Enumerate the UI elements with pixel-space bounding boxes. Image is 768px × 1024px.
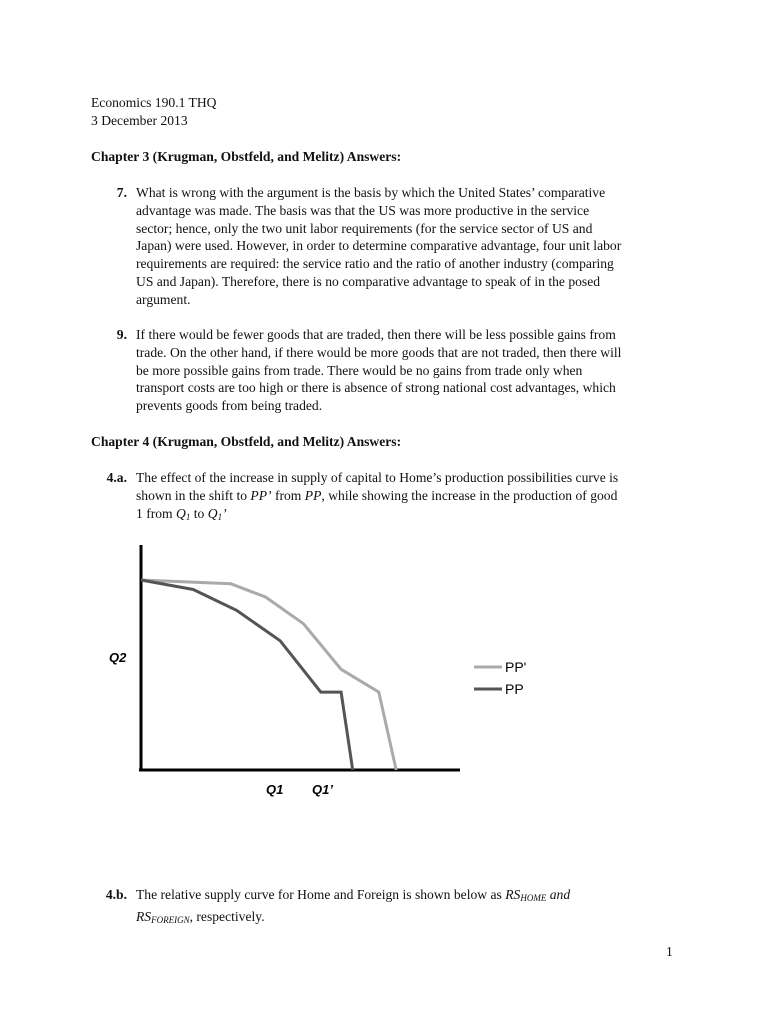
- answer-4a-text: [136, 469, 691, 526]
- answer-7-line: sector; hence, only the two unit labor requirements (for the service sector of US and: [136, 220, 593, 236]
- answer-7-line: What is wrong with the argument is the basis by which the United States’ comparative: [136, 185, 606, 200]
- q1-prime-subscript: 1: [217, 511, 223, 522]
- q1-prime-label: Q: [207, 505, 218, 521]
- answer-4b-text: [136, 886, 691, 930]
- answer-9-text: [136, 326, 691, 415]
- answer-7-line: requirements are required: the service ratio and the ratio of another industry (comparing: [136, 256, 614, 272]
- x-tick-q1: Q1: [266, 782, 284, 797]
- answer-4b-line: [136, 908, 691, 930]
- answer-9-number: 9.: [116, 327, 127, 342]
- text-run: shown in the shift to: [136, 487, 251, 503]
- answer-9-line: trade. On the other hand, if there would be more goods that are not traded, then there will: [136, 344, 622, 360]
- q1-label: Q: [176, 505, 186, 521]
- answer-7-number: 7.: [116, 185, 127, 200]
- document-date: 3 December 2013: [91, 113, 188, 128]
- text-run: and: [546, 887, 571, 902]
- chapter3-heading: Chapter 3 (Krugman, Obstfeld, and Melitz) Answers:: [91, 149, 402, 164]
- answer-4b-line: [136, 886, 691, 908]
- text-run: The relative supply curve for Home and Foreign is shown below as: [136, 887, 506, 902]
- text-run: , while showing the increase in the production of good: [321, 487, 618, 503]
- pp-prime-label: PP’: [250, 487, 272, 503]
- answer-9-line: If there would be fewer goods that are traded, then there will be less possible gains from: [136, 327, 616, 342]
- rs-foreign-label: RS: [136, 908, 152, 924]
- answer-7-text: [136, 184, 691, 309]
- x-tick-q1-prime: Q1’: [312, 782, 333, 797]
- legend-label-pp: PP: [505, 681, 524, 697]
- rs-home-label: RS: [505, 887, 521, 902]
- answer-4a-number: 4.a.: [106, 470, 127, 485]
- text-run: to: [190, 505, 208, 521]
- ppf-curve-pp-prime: [141, 580, 396, 770]
- text-run: , respectively.: [189, 908, 265, 924]
- page-number: 1: [666, 944, 673, 959]
- answer-7-line: Japan) were used. However, in order to determine comparative advantage, four unit labor: [136, 238, 622, 254]
- answer-4a-line: The effect of the increase in supply of capital to Home’s production possibilities curve is: [136, 470, 619, 485]
- ppf-curve-pp: [141, 580, 353, 770]
- pp-label: PP: [304, 487, 322, 503]
- q1-subscript: 1: [185, 511, 191, 522]
- rs-home-subscript: HOME: [520, 893, 547, 903]
- answer-7-line: US and Japan). Therefore, there is no comparative advantage to speak of in the posed: [136, 273, 601, 289]
- answer-9-line: be more possible gains from trade. There would be no gains from trade only when: [136, 362, 583, 378]
- answer-9-line: transport costs are too high or there is absence of strong national cost advantages, which: [136, 380, 616, 396]
- answer-7-line: advantage was made. The basis was that the US was more productive in the service: [136, 202, 590, 218]
- answer-4a-line: [136, 487, 691, 505]
- legend-label-pp-prime: PP': [505, 659, 527, 675]
- answer-4b-number: 4.b.: [105, 887, 127, 902]
- text-run: 1 from: [136, 505, 177, 521]
- chapter4-heading: Chapter 4 (Krugman, Obstfeld, and Melitz) Answers:: [91, 434, 402, 449]
- answer-7-line: argument.: [136, 291, 191, 307]
- course-title: Economics 190.1 THQ: [91, 95, 217, 110]
- y-axis-label: Q2: [109, 650, 127, 665]
- text-run: from: [271, 487, 305, 503]
- answer-9-line: prevents goods from being traded.: [136, 398, 323, 414]
- answer-4a-line: [136, 505, 691, 527]
- rs-foreign-subscript: FOREIGN: [151, 914, 190, 925]
- prime-mark: ’: [222, 505, 227, 521]
